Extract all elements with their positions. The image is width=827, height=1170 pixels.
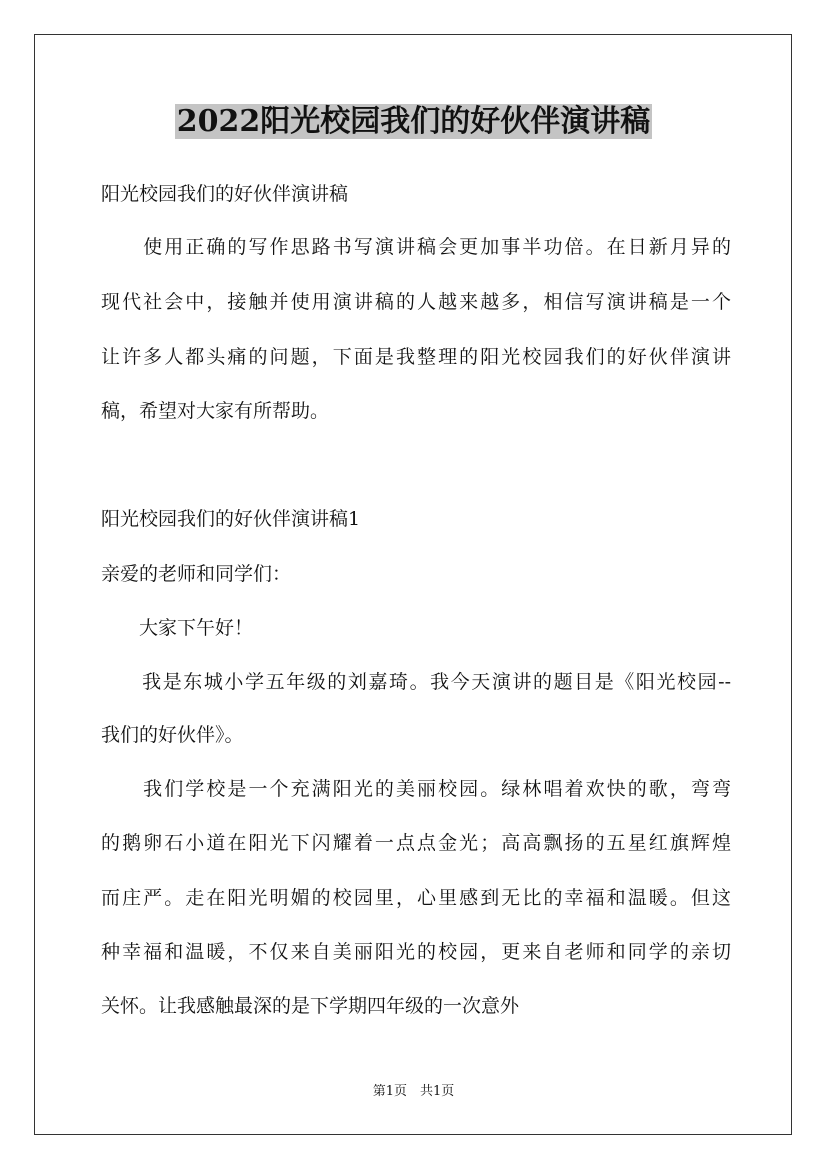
section-heading: 阳光校园我们的好伙伴演讲稿1 [101,508,361,530]
document-title-text: 2022阳光校园我们的好伙伴演讲稿 [176,104,651,139]
para2-line-5: 关怀。让我感触最深的是下学期四年级的一次意外 [101,995,520,1017]
subtitle: 阳光校园我们的好伙伴演讲稿 [101,183,349,205]
intro-line-2: 现代社会中，接触并使用演讲稿的人越来越多，相信写演讲稿是一个 [101,291,731,313]
page-footer: 第1页 共1页 [372,1084,455,1099]
intro-line-4: 稿，希望对大家有所帮助。 [101,400,330,422]
para1-line-2: 我们的好伙伴》。 [101,724,244,746]
para1-line-1: 我是东城小学五年级的刘嘉琦。我今天演讲的题目是《阳光校园-- [101,671,731,693]
intro-line-1: 使用正确的写作思路书写演讲稿会更加事半功倍。在日新月异的 [101,236,731,258]
para2-line-4: 种幸福和温暖，不仅来自美丽阳光的校园，更来自老师和同学的亲切 [101,941,731,963]
para2-line-1: 我们学校是一个充满阳光的美丽校园。绿林唱着欢快的歌，弯弯 [101,778,731,800]
para2-line-3: 而庄严。走在阳光明媚的校园里，心里感到无比的幸福和温暖。但这 [101,887,731,909]
document-title [0,100,827,144]
para2-line-2: 的鹅卵石小道在阳光下闪耀着一点点金光；高高飘扬的五星红旗辉煌 [101,832,731,854]
intro-line-3: 让许多人都头痛的问题，下面是我整理的阳光校园我们的好伙伴演讲 [101,346,731,368]
greeting: 大家下午好！ [101,617,254,639]
salutation: 亲爱的老师和同学们： [101,563,292,585]
